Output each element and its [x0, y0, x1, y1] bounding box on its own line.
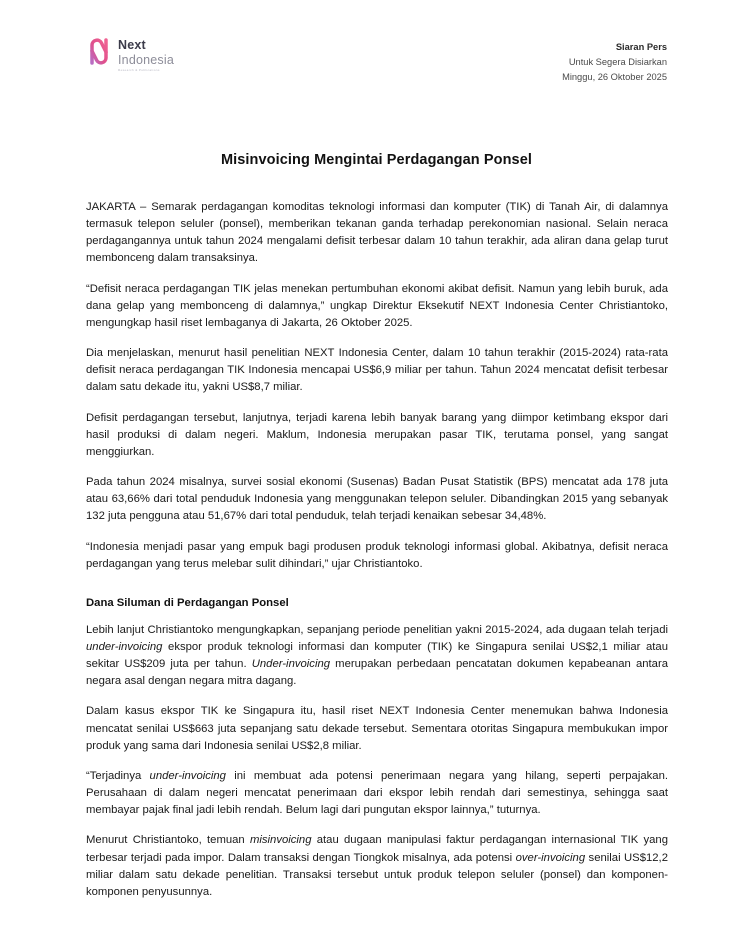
press-release-embargo: Untuk Segera Disiarkan [568, 57, 667, 68]
brand-wordmark [118, 38, 174, 72]
brand-logo [86, 34, 174, 72]
paragraph-3: Dia menjelaskan, menurut hasil penelitian NEXT Indonesia Center, dalam 10 tahun terakhir (2015-2024) rata-rata defisit neraca perdagangan TIK Indonesia mencapai US$6,9 miliar per tahun. Tahun 2024 mencatat defisit terbesar dalam satu dekade itu, yakni US$8,7 miliar. [86, 347, 668, 394]
paragraph-6: “Indonesia menjadi pasar yang empuk bagi produsen produk teknologi informasi global. Akibatnya, defisit neraca perdagangan yang terus melebar sulit dihindari,” ujar Christiantoko. [86, 540, 668, 570]
paragraph-9: “Terjadinya under-invoicing ini membuat ada potensi penerimaan negara yang hilang, seperti perpajakan. Perusahaan di dalam negeri mencatat penerimaan dari ekspor lebih rendah dari semestinya, sehingga saat membayar pajak final jadi lebih rendah. Belum lagi dari pungutan ekspor lainnya,” tuturnya. [86, 769, 668, 817]
paragraph-2: “Defisit neraca perdagangan TIK jelas menekan pertumbuhan ekonomi akibat defisit. Namun yang lebih buruk, ada dana gelap yang membonceng di dalamnya,” ungkap Direktur Eksekutif NEXT Indonesia Center Christiantoko, mengungkap hasil riset lembaganya di Jakarta, 26 Oktober 2025. [86, 282, 668, 329]
paragraph-1: JAKARTA – Semarak perdagangan komoditas teknologi informasi dan komputer (TIK) di Tanah Air, di dalamnya termasuk telepon seluler (ponsel), memberikan tekanan ganda terhadap perekonomian nasional. Selain neraca perdagangannya untuk tahun 2024 mengalami defisit terbesar dalam 10 tahun terakhir, ada aliran dana gelap turut membonceng dalam transaksinya. [86, 201, 668, 265]
paragraph-4: Defisit perdagangan tersebut, lanjutnya, terjadi karena lebih banyak barang yang diimpor ketimbang ekspor dari hasil produksi di dalam negeri. Maklum, Indonesia merupakan pasar TIK, terutama ponsel, yang sangat menggiurkan. [86, 411, 668, 458]
brand-tagline: Research & Publications [118, 68, 160, 72]
paragraph-8: Dalam kasus ekspor TIK ke Singapura itu, hasil riset NEXT Indonesia Center menemukan bahwa Indonesia mencatat senilai US$663 juta sepanjang satu dekade tersebut. Sementara otoritas Singapura membukukan impor produk yang sama dari Indonesia senilai US$2,8 miliar. [86, 705, 668, 752]
paragraph-7: Lebih lanjut Christiantoko mengungkapkan, sepanjang periode penelitian yakni 2015-2024, ada dugaan telah terjadi under-invoicing ekspor produk teknologi informasi dan komputer (TIK) ke Singapura senilai US$2,1 miliar atau sekitar US$209 juta per tahun. Under-invoicing merupakan perbedaan pencatatan dokumen kepabeanan antara negara asal dengan negara mitra dagang. [86, 623, 668, 688]
section-subheading: Dana Siluman di Perdagangan Ponsel [86, 596, 289, 609]
press-release-meta [562, 34, 667, 85]
press-release-label: Siaran Pers [615, 42, 667, 52]
page-title: Misinvoicing Mengintai Perdagangan Ponsel [220, 152, 533, 168]
press-release-date: Minggu, 26 Oktober 2025 [562, 72, 667, 83]
paragraph-10: Menurut Christiantoko, temuan misinvoicing atau dugaan manipulasi faktur perdagangan internasional TIK yang terbesar terjadi pada impor. Dalam transaksi dengan Tiongkok misalnya, ada potensi over-invoicing senilai US$12,2 miliar dalam satu dekade penelitian. Transaksi tersebut untuk produk telepon seluler (ponsel) dan komponen-komponen penyusunnya. [86, 834, 668, 898]
next-indonesia-logo-mark-icon [86, 38, 112, 65]
paragraph-5: Pada tahun 2024 misalnya, survei sosial ekonomi (Susenas) Badan Pusat Statistik (BPS) mencatat ada 178 juta atau 63,66% dari total penduduk Indonesia yang menggunakan telepon seluler. Dibandingkan 2015 yang sebanyak 132 juta pengguna atau 51,67% dari total penduduk, telah terjadi kenaikan sebesar 34,48%. [86, 476, 668, 523]
brand-name-indonesia: Indonesia [118, 52, 175, 67]
document-header [86, 34, 667, 92]
document-body [86, 199, 668, 901]
brand-name-next: Next [118, 38, 146, 52]
